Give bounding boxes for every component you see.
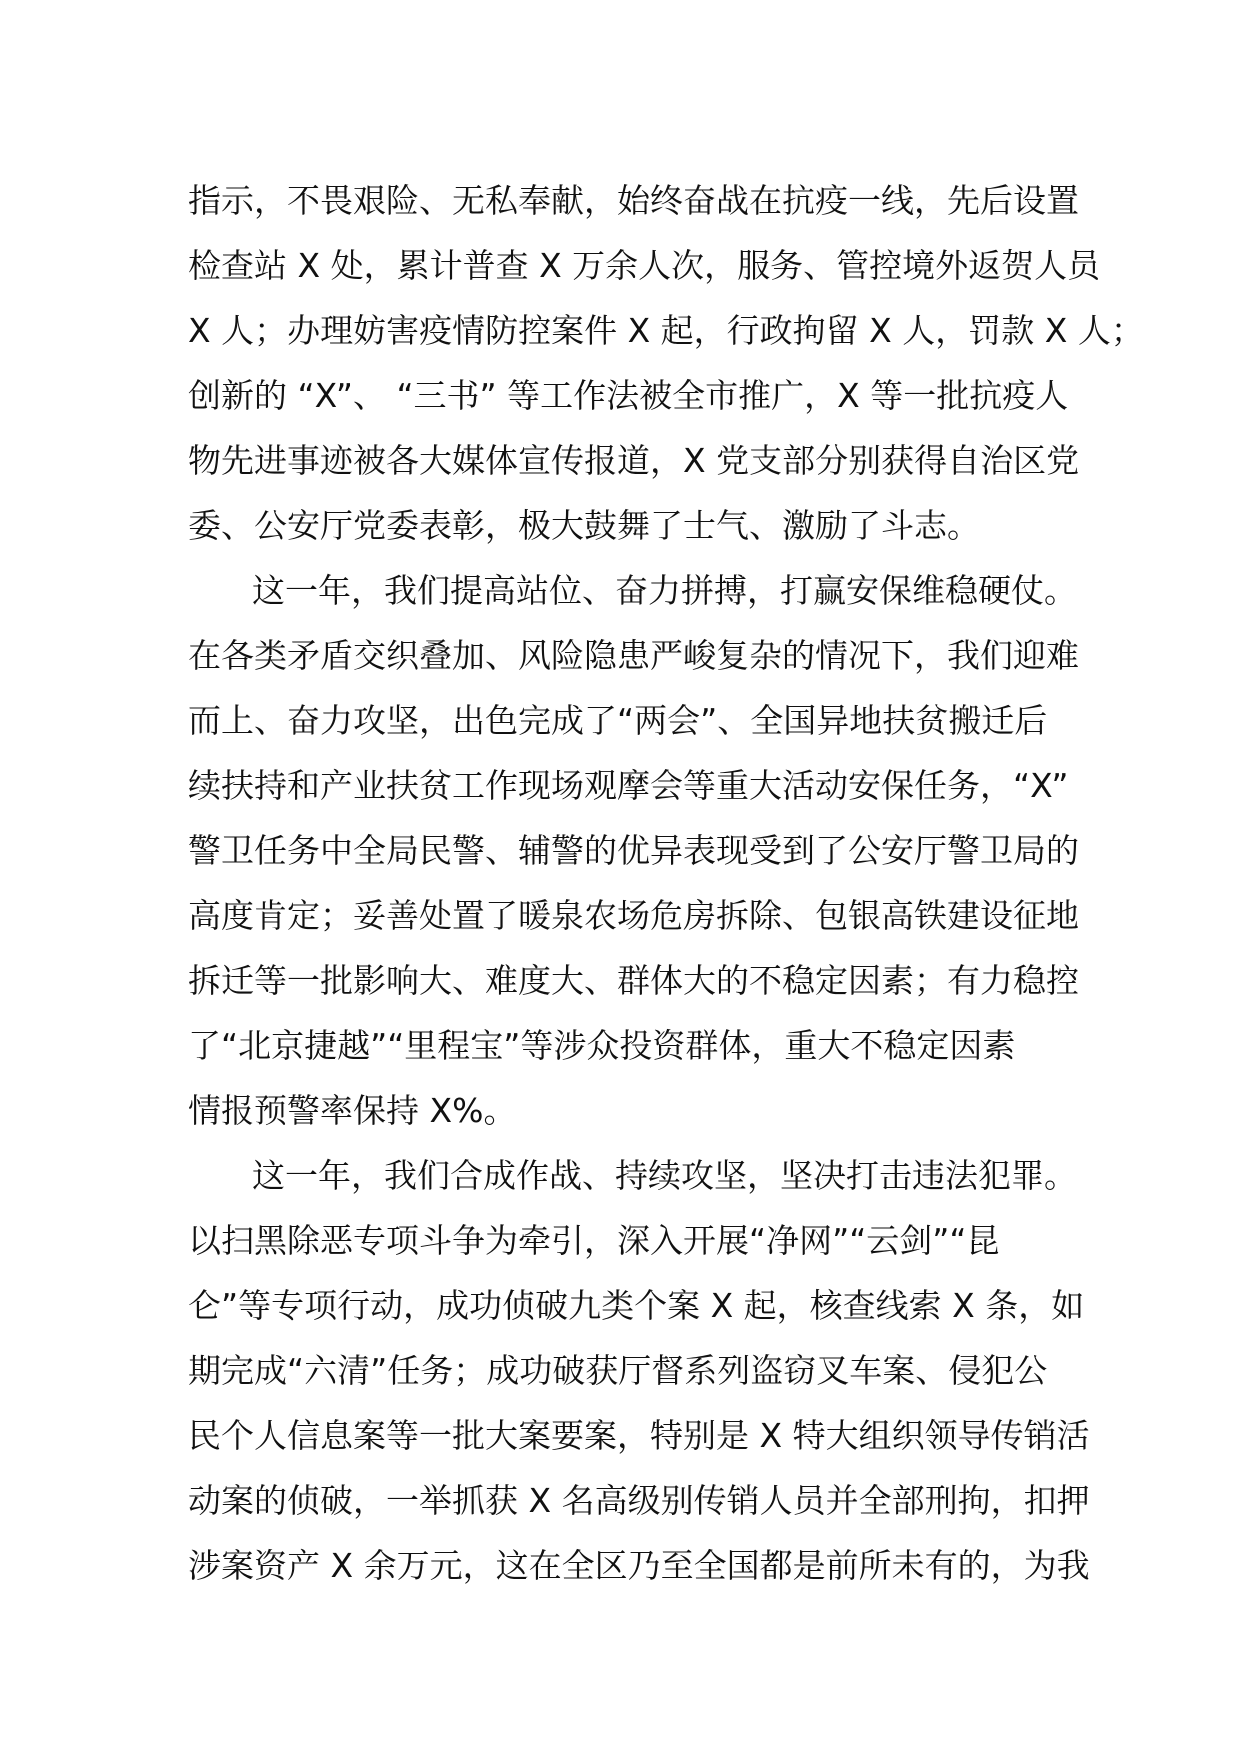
text-line: 期完成“六清”任务；成功破获厅督系列盗窃叉车案、侵犯公 xyxy=(188,1351,1048,1390)
text-line: 物先进事迹被各大媒体宣传报道，X 党支部分别获得自治区党 xyxy=(188,441,1080,480)
text-line: 拆迁等一批影响大、难度大、群体大的不稳定因素；有力稳控 xyxy=(188,961,1079,1000)
text-line: X 人；办理妨害疫情防控案件 X 起，行政拘留 X 人，罚款 X 人； xyxy=(188,311,1144,350)
text-line: 检查站 X 处，累计普查 X 万余人次，服务、管控境外返贺人员 xyxy=(188,246,1101,285)
text-line: 涉案资产 X 余万元，这在全区乃至全国都是前所未有的，为我 xyxy=(188,1546,1090,1585)
text-line: 在各类矛盾交织叠加、风险隐患严峻复杂的情况下，我们迎难 xyxy=(188,636,1079,675)
paragraph-first-line: 这一年，我们提高站位、奋力拼搏，打赢安保维稳硬仗。 xyxy=(252,571,1077,610)
text-line: 续扶持和产业扶贫工作现场观摩会等重大活动安保任务，“X” xyxy=(188,766,1069,805)
text-line: 警卫任务中全局民警、辅警的优异表现受到了公安厅警卫局的 xyxy=(188,831,1079,870)
text-line: 民个人信息案等一批大案要案，特别是 X 特大组织领导传销活 xyxy=(188,1416,1090,1455)
text-line: 创新的 “X”、 “三书” 等工作法被全市推广，X 等一批抗疫人 xyxy=(188,376,1069,415)
paragraph-first-line: 这一年，我们合成作战、持续攻坚，坚决打击违法犯罪。 xyxy=(252,1156,1077,1195)
text-line: 以扫黑除恶专项斗争为牵引，深入开展“净网”“云剑”“昆 xyxy=(188,1221,1000,1260)
text-line: 了“北京捷越”“里程宝”等涉众投资群体，重大不稳定因素 xyxy=(188,1026,1016,1065)
text-line: 仑”等专项行动，成功侦破九类个案 X 起，核查线索 X 条，如 xyxy=(188,1286,1085,1325)
text-line: 指示，不畏艰险、无私奉献，始终奋战在抗疫一线，先后设置 xyxy=(188,181,1079,220)
text-line: 高度肯定；妥善处置了暖泉农场危房拆除、包银高铁建设征地 xyxy=(188,896,1079,935)
text-line: 而上、奋力攻坚，出色完成了“两会”、全国异地扶贫搬迁后 xyxy=(188,701,1048,740)
text-line: 委、公安厅党委表彰，极大鼓舞了士气、激励了斗志。 xyxy=(188,506,980,545)
body-text xyxy=(188,168,1144,1598)
text-line: 情报预警率保持 X%。 xyxy=(188,1091,517,1130)
text-line: 动案的侦破，一举抓获 X 名高级别传销人员并全部刑拘，扣押 xyxy=(188,1481,1090,1520)
